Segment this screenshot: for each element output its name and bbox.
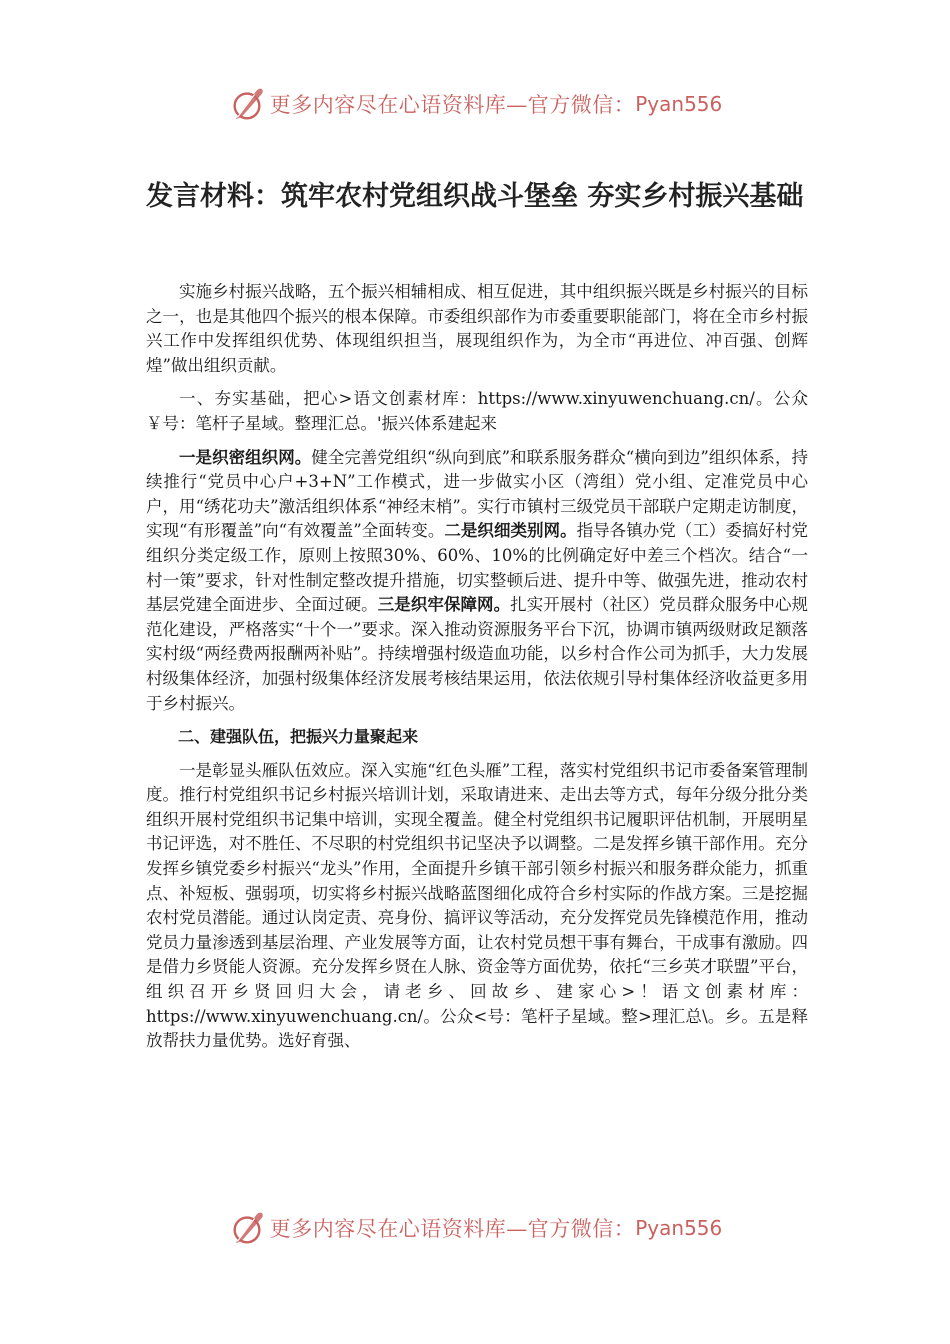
quill-logo-icon xyxy=(228,1209,266,1247)
intro-paragraph: 实施乡村振兴战略，五个振兴相辅相成、相互促进，其中组织振兴既是乡村振兴的目标之一，也是其他四个振兴的根本保障。市委组织部作为市委重要职能部门，将在全市乡村振兴工作中发挥组织优势、体现组织担当，展现组织作为，为全市“再进位、冲百强、创辉煌”做出组织贡献。 xyxy=(146,282,808,375)
watermark-banner-bottom xyxy=(0,1198,950,1258)
body-text-1: 健全完善党组织“纵向到底”和联系服务群众“横向到边”组织体系，持续推行“党员中心户+3+N”工作模式，进一步做实小区（湾组）党小组、定准党员中心户，用“绣花功夫”激活组织体系“神经末梢”。实行市镇村三级党员干部联户定期走访制度，实现“有形覆盖”向“有效覆盖”全面转变。 xyxy=(146,447,809,541)
bold-lead-1: 一是织密组织网。 xyxy=(179,447,312,467)
section-2-paragraph: 一是彰显头雁队伍效应。深入实施“红色头雁”工程，落实村党组织书记市委备案管理制度。推行村党组织书记乡村振兴培训计划，采取请进来、走出去等方式，每年分级分批分类组织开展村党组织书记集中培训，实现全覆盖。健全村党组织书记履职评估机制，开展明星书记评选，对不胜任、不尽职的村党组织书记坚决予以调整。二是发挥乡镇干部作用。充分发挥乡镇党委乡村振兴“龙头”作用，全面提升乡镇干部引领乡村振兴和服务群众能力，抓重点、补短板、强弱项，切实将乡村振兴战略蓝图细化成符合乡村实际的作战方案。三是挖掘农村党员潜能。通过认岗定责、亮身份、搞评议等活动，充分发挥党员先锋模范作用，推动党员力量渗透到基层治理、产业发展等方面，让农村党员想干事有舞台，干成事有激励。四是借力乡贤能人资源。充分发挥乡贤在人脉、资金等方面优势，依托“三乡英才联盟”平台，组织召开乡贤回归大会，请老乡、回故乡、建家心>！语文创素材库：https://www.xinyuwenchuang.cn/。公众<号：笔杆子星域。整>理汇总\。乡。五是释放帮扶力量优势。选好育强、 xyxy=(146,760,808,1051)
document-title: 发言材料：筑牢农村党组织战斗堡垒 夯实乡村振兴基础 xyxy=(146,181,804,212)
section-1-paragraph xyxy=(146,446,808,717)
section-1-heading: 一、夯实基础，把心>语文创素材库：https://www.xinyuwenchuang.cn/。公众￥号：笔杆子星域。整理汇总。'振兴体系建起来 xyxy=(146,389,808,433)
body-text-2: 指导各镇办党（工）委搞好村党组织分类定级工作，原则上按照30%、60%、10%的比例确定好中差三个档次。结合“一村一策”要求，针对性制定整改提升措施，切实整顿后进、提升中等、做强先进，推动农村基层党建全面进步、全面过硬。 xyxy=(146,521,809,615)
watermark-text: 更多内容尽在心语资料库—官方微信： xyxy=(269,1217,636,1241)
watermark-text: 更多内容尽在心语资料库—官方微信： xyxy=(269,93,636,117)
body-text-3: 扎实开展村（社区）党员群众服务中心规范化建设，严格落实“十个一”要求。深入推动资源服务平台下沉，协调市镇两级财政足额落实村级“两经费两报酬两补贴”。持续增强村级造血功能，以乡村合作公司为抓手，大力发展村级集体经济，加强村级集体经济发展考核结果运用，依法依规引导村集体经济收益更多用于乡村振兴。 xyxy=(146,595,809,713)
section-2-heading: 二、建强队伍，把振兴力量聚起来 xyxy=(178,727,419,747)
bold-lead-3: 三是织牢保障网。 xyxy=(377,595,511,615)
watermark-id: Pyan556 xyxy=(635,92,723,116)
watermark-id: Pyan556 xyxy=(635,1216,723,1240)
watermark-banner-top xyxy=(0,74,950,134)
bold-lead-2: 二是织细类别网。 xyxy=(444,521,577,541)
document-body xyxy=(146,280,808,1063)
quill-logo-icon xyxy=(228,85,266,123)
